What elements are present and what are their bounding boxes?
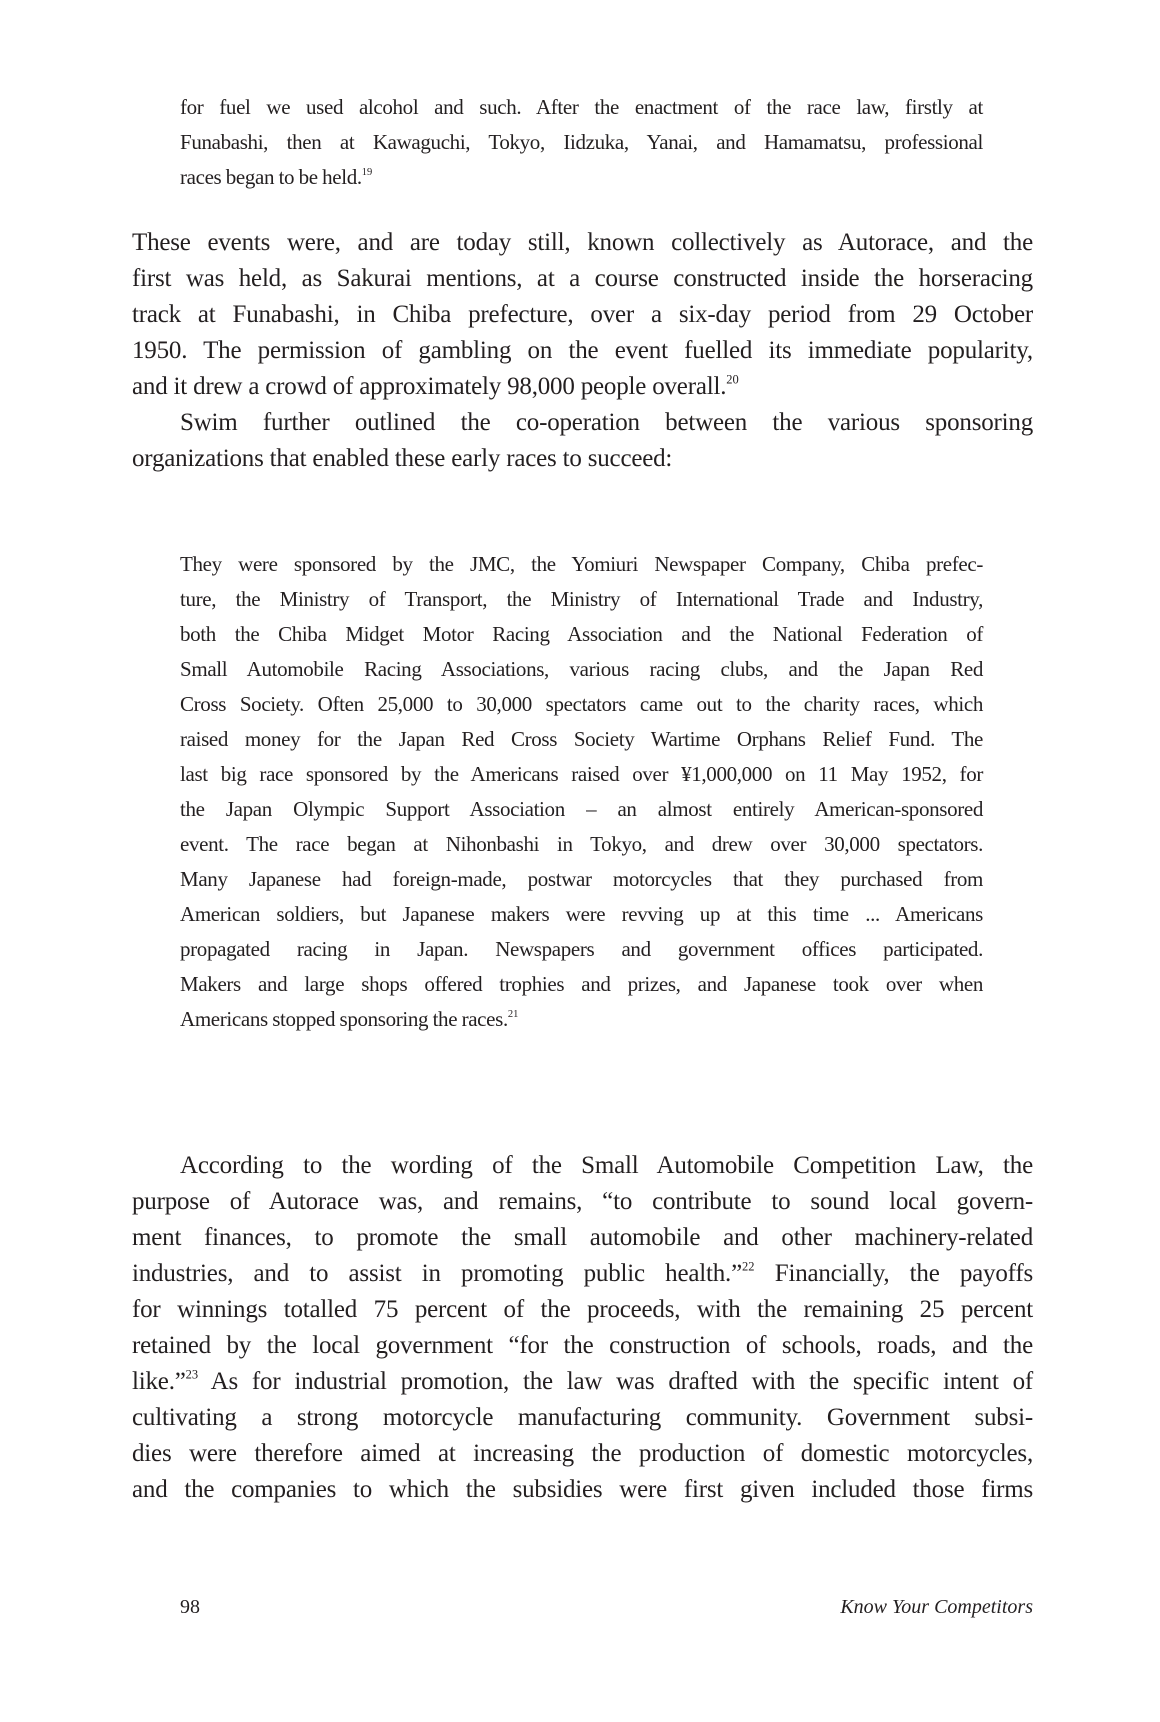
- paragraph-line: According to the wording of the Small Automobile Competition Law, the: [180, 1152, 1033, 1179]
- quote-line: last big race sponsored by the Americans raised over ¥1,000,000 on 11 May 1952, for: [180, 762, 983, 786]
- paragraph-line: retained by the local government “for the construction of schools, roads, and the: [132, 1332, 1033, 1359]
- quote-line: propagated racing in Japan. Newspapers and government offices participated.: [180, 937, 983, 961]
- paragraph-line: and it drew a crowd of approximately 98,000 people overall.$^{20}$: [132, 372, 739, 400]
- quote-line: event. The race began at Nihonbashi in Tokyo, and drew over 30,000 spectators.: [180, 832, 983, 856]
- quote-line: ture, the Ministry of Transport, the Ministry of International Trade and Industry,: [180, 587, 983, 611]
- paragraph-line: These events were, and are today still, known collectively as Autorace, and the: [132, 229, 1033, 256]
- quote-line: Small Automobile Racing Associations, various racing clubs, and the Japan Red: [180, 657, 983, 681]
- footnote-marker: 21: [507, 1009, 519, 1021]
- paragraph-line: purpose of Autorace was, and remains, “to contribute to sound local govern-: [132, 1188, 1033, 1215]
- paragraph-line: for winnings totalled 75 percent of the proceeds, with the remaining 25 percent: [132, 1296, 1033, 1323]
- quote-line: Cross Society. Often 25,000 to 30,000 spectators came out to the charity races, which: [180, 692, 983, 716]
- quote-line: They were sponsored by the JMC, the Yomiuri Newspaper Company, Chiba prefec-: [180, 552, 983, 576]
- paragraph-competition-law: [132, 1148, 1033, 1508]
- paragraph-autorace-origin: [132, 225, 1033, 405]
- paragraph-line: Swim further outlined the co-operation between the various sponsoring: [180, 409, 1033, 436]
- page-number: 98: [180, 1596, 200, 1618]
- paragraph-line: and the companies to which the subsidies were first given included those firms: [132, 1476, 1033, 1503]
- paragraph-line: industries, and to assist in promoting public health.”$^{22}$ Financially, the payoffs: [132, 1259, 1033, 1287]
- running-head: Know Your Competitors: [840, 1596, 1033, 1618]
- paragraph-line: dies were therefore aimed at increasing the production of domestic motorcycles,: [132, 1440, 1033, 1467]
- paragraph-line: cultivating a strong motorcycle manufacturing community. Government subsi-: [132, 1404, 1033, 1431]
- quote-line: Americans stopped sponsoring the races.$^{21}$: [180, 1007, 519, 1031]
- quote-line: the Japan Olympic Support Association – an almost entirely American-sponsored: [180, 797, 983, 821]
- paragraph-line: track at Funabashi, in Chiba prefecture, over a six-day period from 29 October: [132, 301, 1033, 328]
- block-quote-swim: [180, 547, 983, 1037]
- quote-line: American soldiers, but Japanese makers were revving up at this time ... Americans: [180, 902, 983, 926]
- quote-line: raised money for the Japan Red Cross Society Wartime Orphans Relief Fund. The: [180, 727, 983, 751]
- footnote-marker: 22: [742, 1259, 755, 1274]
- quote-line: Funabashi, then at Kawaguchi, Tokyo, Iidzuka, Yanai, and Hamamatsu, professional: [180, 130, 983, 154]
- paragraph-line: 1950. The permission of gambling on the event fuelled its immediate popularity,: [132, 337, 1033, 364]
- quote-line: races began to be held.$^{19}$: [180, 165, 373, 189]
- paragraph-line: first was held, as Sakurai mentions, at a course constructed inside the horseracing: [132, 265, 1033, 292]
- footnote-marker: 19: [361, 167, 373, 179]
- page-footer: [132, 1592, 1033, 1622]
- quote-line: Many Japanese had foreign-made, postwar motorcycles that they purchased from: [180, 867, 983, 891]
- paragraph-line: ment finances, to promote the small automobile and other machinery-related: [132, 1224, 1033, 1251]
- quote-line: for fuel we used alcohol and such. After the enactment of the race law, firstly at: [180, 95, 983, 119]
- block-quote-continuation: [180, 90, 983, 195]
- footnote-marker: 23: [185, 1367, 199, 1382]
- paragraph-line: like.”$^{23}$ As for industrial promotion, the law was drafted with the specific intent of: [132, 1367, 1033, 1395]
- footnote-marker: 20: [726, 372, 739, 387]
- paragraph-line: organizations that enabled these early races to succeed:: [132, 445, 673, 472]
- quote-line: Makers and large shops offered trophies and prizes, and Japanese took over when: [180, 972, 983, 996]
- quote-line: both the Chiba Midget Motor Racing Association and the National Federation of: [180, 622, 983, 646]
- paragraph-swim-intro: [132, 405, 1033, 477]
